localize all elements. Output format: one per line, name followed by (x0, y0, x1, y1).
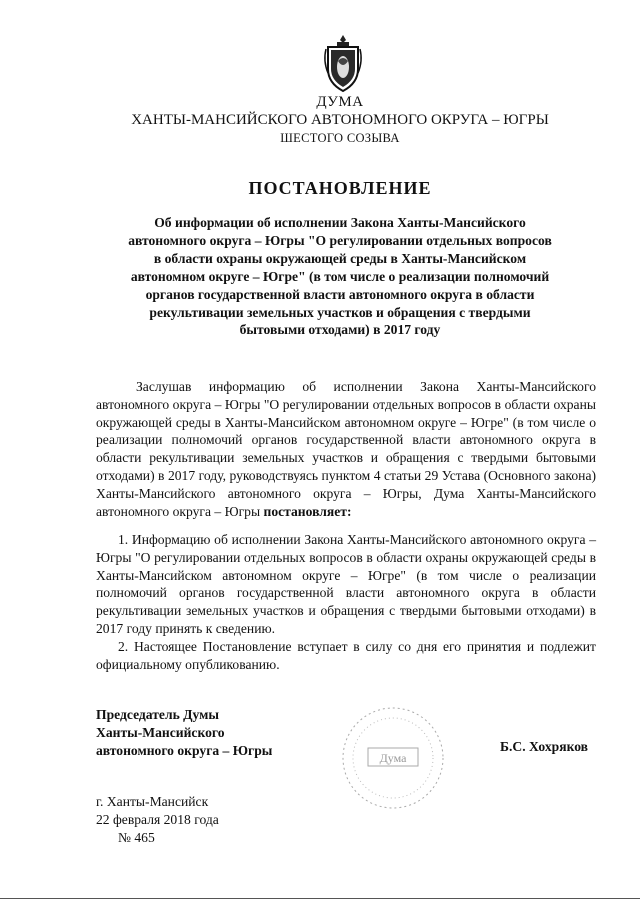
document-type: ПОСТАНОВЛЕНИЕ (248, 178, 432, 198)
position-line: автономного округа – Югры (96, 743, 273, 758)
document-number: № 465 (118, 830, 155, 845)
title-line: бытовыми отходами) в 2017 году (239, 322, 441, 338)
title-line: автономном округе – Югре" (в том числе о реализации полномочий (130, 268, 550, 284)
convocation: ШЕСТОГО СОЗЫВА (280, 131, 400, 145)
official-stamp (338, 703, 448, 813)
stamp-text: Дума (379, 751, 407, 765)
region-name: ХАНТЫ-МАНСИЙСКОГО АВТОНОМНОГО ОКРУГА – ЮГРЫ (131, 112, 549, 128)
page-edge-line (0, 898, 640, 899)
signatory-position (96, 706, 272, 760)
place-date-number (96, 793, 219, 847)
signatory-name: Б.С. Хохряков (500, 739, 589, 754)
clause-1: 1. Информацию об исполнении Закона Ханты-Мансийского автономного округа – Югры "О регулировании отдельных вопросов в области охраны окружающей среды в Ханты-Мансийском автономном округе – Югре" (в том числе о реализации полномочий органов государственной власти автономного округа в области рекультивации земельных участков и обращения с твердыми бытовыми отходами) в 2017 году принять к сведению. (96, 532, 596, 636)
position-line: Председатель Думы (96, 707, 220, 722)
preamble-paragraph (96, 378, 596, 520)
title-line: в области охраны окружающей среды в Ханты-Мансийском (153, 250, 527, 266)
title-line: рекультивации земельных участков и обращения с твердыми (149, 304, 531, 320)
clause-2: 2. Настоящее Постановление вступает в силу со дня его принятия и подлежит официальному опубликованию. (96, 639, 596, 672)
city: г. Ханты-Мансийск (96, 794, 209, 809)
date: 22 февраля 2018 года (96, 812, 219, 827)
resolves-keyword: постановляет: (263, 503, 352, 519)
title-line: автономного округа – Югры "О регулировании отдельных вопросов (128, 232, 552, 248)
coat-of-arms-icon (322, 33, 364, 95)
preamble-text: Заслушав информацию об исполнении Закона Ханты-Мансийского автономного округа – Югры "О регулировании отдельных вопросов в области охраны окружающей среды в Ханты-Мансийском автономном округе – Югре" (в том числе о реализации полномочий органов государственной власти автономного округа в области рекультивации земельных участков и обращения с твердыми бытовыми отходами) в 2017 году, руководствуясь пунктом 4 статьи 29 Устава (Основного закона) Ханты-Мансийского автономного округа – Югры, Дума Ханты-Мансийского автономного округа – Югры (96, 379, 596, 519)
title-line: органов государственной власти автономного округа в области (145, 286, 535, 302)
document-title (110, 214, 570, 339)
title-line: Об информации об исполнении Закона Ханты-Мансийского (154, 215, 526, 230)
council-name: ДУМА (316, 94, 364, 110)
position-line: Ханты-Мансийского (96, 725, 225, 740)
